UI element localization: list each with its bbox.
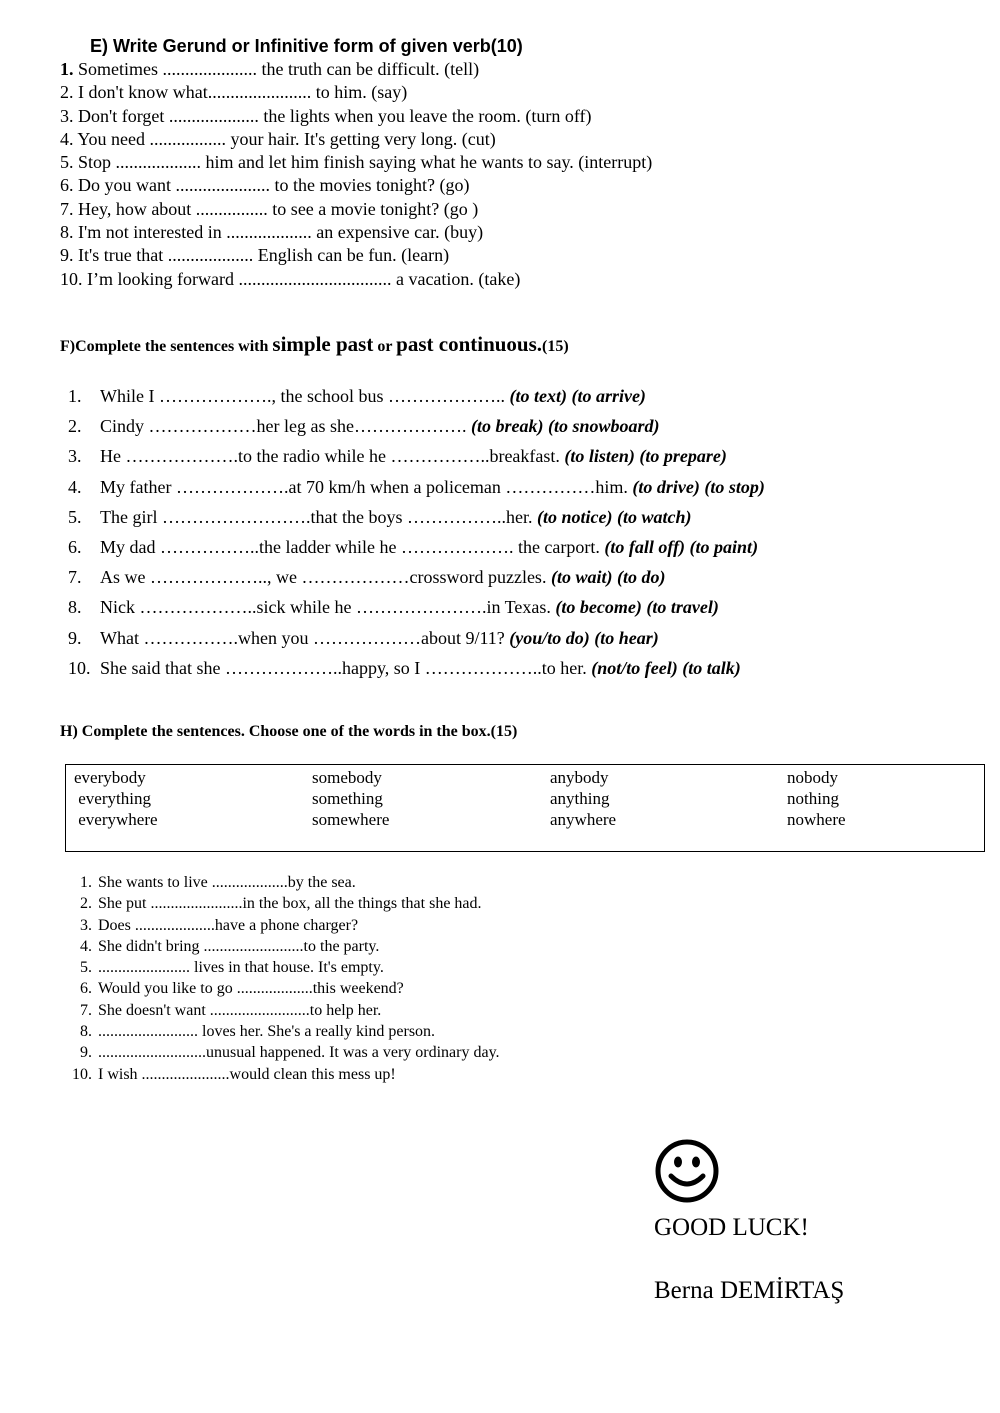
list-item: 6. Would you like to go ...................this weekend? [80, 980, 404, 998]
list-item: 8. Nick ………………..sick while he ………………….in Texas. (to become) (to travel) [68, 597, 719, 618]
good-luck-text: GOOD LUCK! [654, 1214, 809, 1241]
list-item: 1. While I ………………., the school bus ……………….. (to text) (to arrive) [68, 386, 646, 406]
list-item: 6. Do you want ..................... to the movies tonight? (go) [60, 175, 470, 196]
list-item: 2. She put .......................in the box, all the things that she had. [80, 895, 482, 913]
word-column: nobody nothing nowhere [787, 768, 846, 829]
list-item: 8. ......................... loves her. She's a really kind person. [80, 1023, 436, 1041]
word-column: anybody anything anywhere [550, 768, 617, 829]
section-h-title: H) Complete the sentences. Choose one of the words in the box.(15) [60, 723, 518, 740]
list-item: 1. She wants to live ...................by the sea. [80, 874, 356, 891]
list-item: 1. Sometimes ..................... the truth can be difficult. (tell) [60, 59, 480, 79]
list-item: 7. She doesn't want .........................to help her. [80, 1001, 382, 1019]
list-item: 2. I don't know what....................... to him. (say) [60, 82, 408, 103]
author-name: Berna DEMİRTAŞ [654, 1277, 845, 1304]
list-item: 4. You need ................. your hair. It's getting very long. (cut) [60, 128, 496, 149]
list-item: 4. She didn't bring .........................to the party. [80, 937, 380, 955]
section-f-list [68, 384, 765, 686]
list-item: 5. ....................... lives in that house. It's empty. [80, 959, 384, 977]
list-item: 7. As we ……………….., we ………………crossword puzzles. (to wait) (to do) [68, 567, 666, 588]
list-item: 2. Cindy ………………her leg as she………………. (to break) (to snowboard) [68, 416, 660, 437]
list-item: 9. What …………….when you ………………about 9/11? (you/to do) (to hear) [68, 627, 659, 648]
list-item: 6. My dad ……………..the ladder while he ………………. the carport. (to fall off) (to paint) [68, 536, 759, 557]
word-box [65, 764, 985, 852]
section-e-title: E) Write Gerund or Infinitive form of given verb(10) [90, 36, 523, 56]
list-item: 7. Hey, how about ................ to see a movie tonight? (go ) [60, 198, 479, 219]
list-item: 10. She said that she ………………..happy, so I ………………..to her. (not/to feel) (to talk) [68, 657, 741, 678]
list-item: 9. ...........................unusual happened. It was a very ordinary day. [80, 1044, 500, 1062]
list-item: 4. My father ……………….at 70 km/h when a policeman ……………him. (to drive) (to stop) [68, 476, 765, 497]
list-item: 8. I'm not interested in ................... an expensive car. (buy) [60, 222, 484, 243]
section-e-list [60, 58, 652, 291]
list-item: 3. Don't forget .................... the lights when you leave the room. (turn off) [60, 105, 592, 126]
list-item: 5. Stop ................... him and let him finish saying what he wants to say. (interrupt) [60, 152, 653, 173]
smiley-face-icon [654, 1138, 720, 1204]
list-item: 10. I wish ......................would clean this mess up! [72, 1065, 396, 1083]
list-item: 3. Does ....................have a phone charger? [80, 916, 359, 934]
section-f-title: F)Complete the sentences with simple past or past continuous.(15) [60, 332, 569, 356]
list-item: 10. I’m looking forward .................................. a vacation. (take) [60, 268, 521, 289]
word-column: somebody something somewhere [312, 768, 390, 829]
word-column: everybody everything everywhere [74, 768, 158, 829]
list-item: 9. It's true that ................... English can be fun. (learn) [60, 245, 450, 266]
list-item: 3. He ……………….to the radio while he ……………..breakfast. (to listen) (to prepare) [68, 446, 727, 467]
section-h-list [60, 872, 500, 1085]
list-item: 5. The girl …………………….that the boys ……………..her. (to notice) (to watch) [68, 506, 692, 527]
